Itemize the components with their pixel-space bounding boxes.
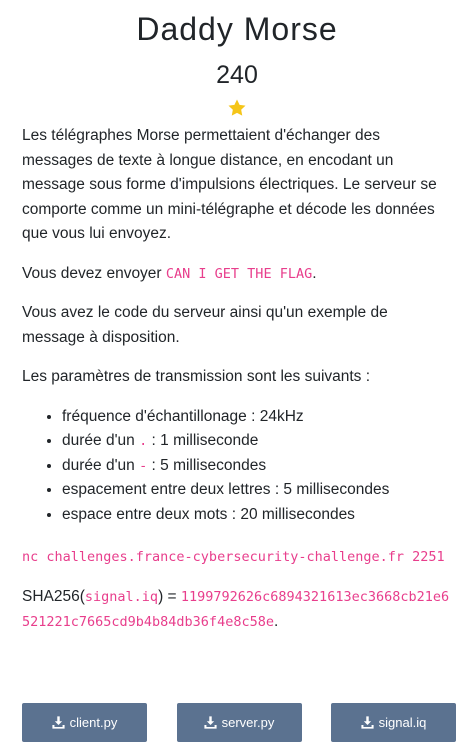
- intro-paragraph: Les télégraphes Morse permettaient d'échanger des messages de texte à longue distance, en encodant un message sous forme d'impulsions électriques. Le serveur se comporte comme un mini-télégraphe et décode les données que vous lui envoyez.: [22, 127, 437, 242]
- download-label: server.py: [221, 715, 275, 730]
- challenge-title: Daddy Morse: [136, 11, 338, 47]
- list-item: [62, 429, 452, 454]
- download-label: client.py: [69, 715, 118, 730]
- difficulty-rating: [22, 98, 452, 122]
- list-item: [62, 503, 452, 528]
- task-code: CAN I GET THE FLAG: [165, 265, 313, 282]
- param-text: espacement entre deux lettres : 5 millisecondes: [62, 481, 390, 498]
- param-code: -: [139, 457, 148, 474]
- list-item: [62, 478, 452, 503]
- sha-paragraph: [22, 585, 452, 634]
- param-text: : 1 milliseconde: [147, 432, 259, 449]
- sha-suffix: .: [273, 612, 279, 630]
- sha-middle: ) =: [158, 588, 181, 605]
- challenge-description: [22, 124, 452, 634]
- download-icon: [361, 716, 374, 729]
- task-paragraph: [22, 262, 452, 287]
- sha-hash[interactable]: 1199792626c6894321613ec3668cb21e6521221c7665cd9b4b84db36f4e8c58e: [22, 589, 450, 630]
- download-label: signal.iq: [378, 715, 427, 730]
- nc-command[interactable]: nc challenges.france-cybersecurity-challenge.fr 2251: [22, 549, 445, 565]
- download-server-button[interactable]: [177, 703, 302, 742]
- task-prefix: Vous devez envoyer: [22, 264, 166, 282]
- list-item: [62, 405, 452, 430]
- provided-paragraph: Vous avez le code du serveur ainsi qu'un exemple de message à disposition.: [22, 304, 388, 346]
- param-text: fréquence d'échantillonage : 24kHz: [62, 407, 304, 425]
- file-downloads: [22, 703, 456, 742]
- params-intro: Les paramètres de transmission sont les suivants :: [22, 368, 371, 385]
- download-client-button[interactable]: [22, 703, 147, 742]
- download-icon: [204, 716, 217, 729]
- param-text: durée d'un: [62, 456, 140, 474]
- challenge-points: 240: [216, 61, 258, 89]
- params-list: [22, 405, 452, 528]
- sha-prefix: SHA256(: [22, 588, 85, 605]
- param-text: espace entre deux mots : 20 millisecondes: [62, 505, 355, 523]
- param-code: .: [139, 433, 148, 449]
- list-item: [62, 454, 452, 479]
- param-text: durée d'un: [62, 432, 140, 449]
- star-icon: [227, 98, 247, 118]
- task-suffix: .: [312, 264, 317, 282]
- download-signal-button[interactable]: [331, 703, 456, 742]
- nc-paragraph: [22, 544, 452, 570]
- sha-file: signal.iq: [84, 589, 159, 605]
- param-text: : 5 millisecondes: [147, 456, 267, 474]
- download-icon: [52, 716, 65, 729]
